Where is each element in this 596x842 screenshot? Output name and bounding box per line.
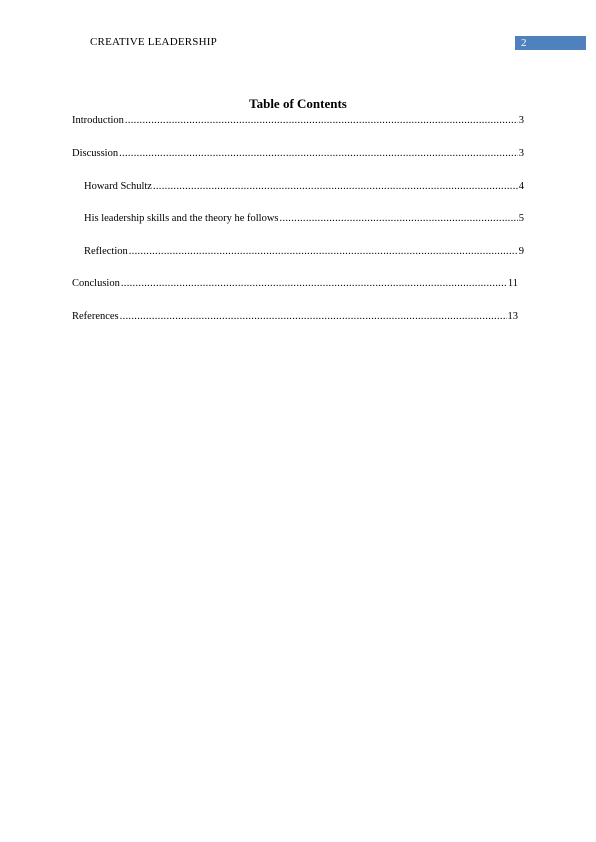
toc-leader-dots bbox=[153, 180, 518, 194]
toc-entry-page: 4 bbox=[518, 181, 524, 192]
toc-entry-references[interactable] bbox=[72, 310, 518, 324]
toc-leader-dots bbox=[119, 147, 518, 161]
toc-entry-introduction[interactable] bbox=[72, 114, 524, 128]
toc-entry-label: References bbox=[72, 311, 119, 322]
toc-entry-leadership-skills[interactable] bbox=[84, 212, 524, 226]
toc-entry-reflection[interactable] bbox=[84, 245, 524, 259]
toc-leader-dots bbox=[125, 114, 518, 128]
toc-entry-label: Introduction bbox=[72, 115, 124, 126]
toc-leader-dots bbox=[280, 212, 518, 226]
toc-entry-label: His leadership skills and the theory he follows bbox=[84, 213, 279, 224]
toc-entry-page: 11 bbox=[507, 278, 518, 289]
toc-leader-dots bbox=[120, 310, 507, 324]
toc-entry-conclusion[interactable] bbox=[72, 277, 518, 291]
toc-entry-page: 3 bbox=[518, 148, 524, 159]
toc-entry-page: 5 bbox=[518, 213, 524, 224]
running-header-title: CREATIVE LEADERSHIP bbox=[90, 36, 217, 48]
toc-entry-label: Howard Schultz bbox=[84, 181, 152, 192]
toc-leader-dots bbox=[121, 277, 507, 291]
toc-leader-dots bbox=[129, 245, 518, 259]
toc-entry-label: Discussion bbox=[72, 148, 119, 159]
toc-entry-page: 3 bbox=[518, 115, 524, 126]
toc-entry-page: 9 bbox=[518, 246, 524, 257]
toc-entry-page: 13 bbox=[507, 311, 518, 322]
toc-entry-discussion[interactable] bbox=[72, 147, 524, 161]
toc-entry-label: Reflection bbox=[84, 246, 128, 257]
toc-entry-howard-schultz[interactable] bbox=[84, 180, 524, 194]
toc-heading: Table of Contents bbox=[249, 96, 347, 111]
toc-entry-label: Conclusion bbox=[72, 278, 120, 289]
page-number: 2 bbox=[521, 37, 527, 49]
page-number-box bbox=[515, 36, 586, 50]
